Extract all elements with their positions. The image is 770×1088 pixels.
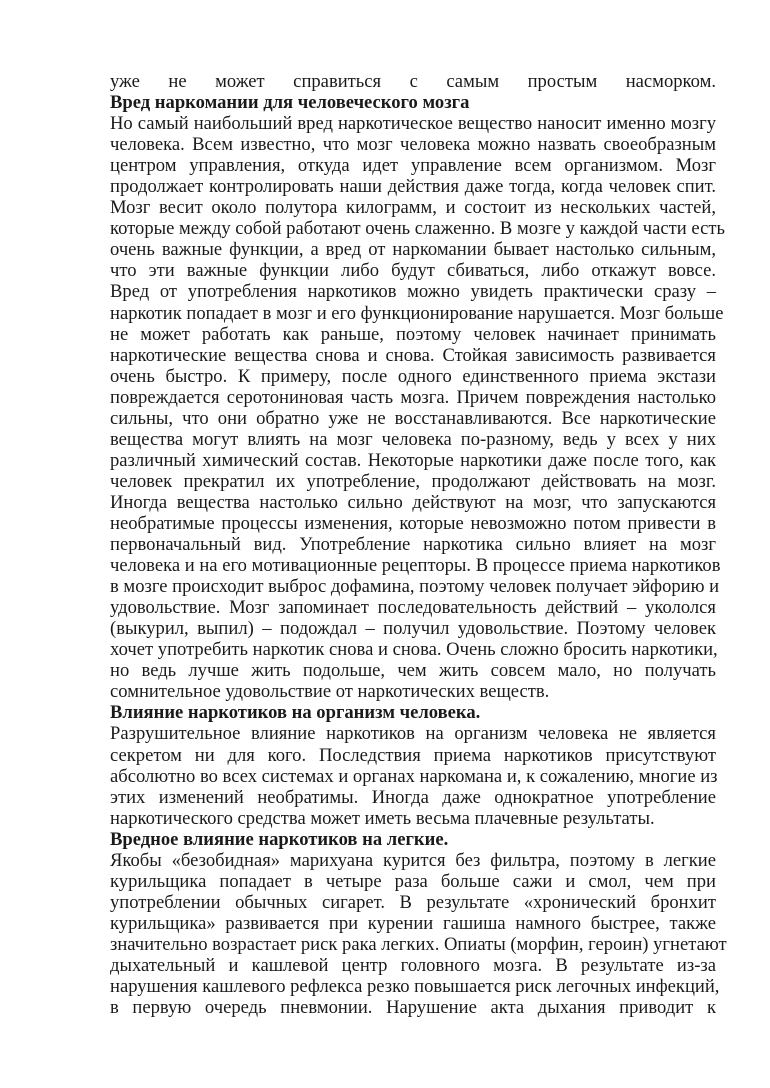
text-line: очень важные функции, а вред от наркомании бывает настолько сильным,	[110, 239, 716, 261]
text-line: что эти важные функции либо будут сбиваться, либо откажут вовсе.	[110, 260, 716, 282]
text-line: сильны, что они обратно уже не восстанавливаются. Все наркотические	[110, 407, 716, 429]
text-line: хочет употребить наркотик снова и снова. Очень сложно бросить наркотики,	[110, 639, 718, 661]
text-line: абсолютно во всех системах и органах наркомана и, к сожалению, многие из	[110, 765, 718, 787]
text-line: нарушения кашлевого рефлекса резко повышается риск легочных инфекций,	[110, 976, 720, 998]
text-line: очень быстро. К примеру, после одного единственного приема экстази	[110, 365, 716, 387]
text-line: сомнительное удовольствие от наркотических веществ.	[110, 681, 550, 703]
text-line: дыхательный и кашлевой центр головного мозга. В результате из-за	[110, 954, 716, 976]
text-line: Но самый наибольший вред наркотическое вещество наносит именно мозгу	[110, 113, 716, 135]
text-line: вещества могут влиять на мозг человека по-разному, ведь у всех у них	[110, 428, 716, 450]
text-line: значительно возрастает риск рака легких. Опиаты (морфин, героин) угнетают	[110, 933, 727, 955]
document-body-text	[110, 71, 727, 1019]
text-line: наркотические вещества снова и снова. Стойкая зависимость развивается	[110, 344, 716, 366]
text-line: не может работать как раньше, поэтому человек начинает принимать	[110, 323, 716, 345]
section-heading: Вред наркомании для человеческого мозга	[110, 92, 470, 114]
text-line: Иногда вещества настолько сильно действуют на мозг, что запускаются	[110, 491, 716, 513]
section-heading: Влияние наркотиков на организм человека.	[110, 702, 481, 724]
text-line: но ведь лучше жить подольше, чем жить совсем мало, но получать	[110, 660, 716, 682]
text-line: наркотического средства может иметь весьма плачевные результаты.	[110, 807, 655, 829]
text-line: Мозг весит около полутора килограмм, и состоит из нескольких частей,	[110, 197, 716, 219]
text-line: секретом ни для кого. Последствия приема наркотиков присутствуют	[110, 744, 716, 766]
text-line: человека. Всем известно, что мозг человека можно назвать своеобразным	[110, 134, 716, 156]
text-line: удовольствие. Мозг запоминает последовательность действий – укололся	[110, 597, 716, 619]
text-line: которые между собой работают очень слаженно. В мозге у каждой части есть	[110, 218, 725, 240]
text-line: различный химический состав. Некоторые наркотики даже после того, как	[110, 449, 716, 471]
text-line: продолжает контролировать наши действия даже тогда, когда человек спит.	[110, 176, 716, 198]
text-line: наркотик попадает в мозг и его функционирование нарушается. Мозг больше	[110, 302, 724, 324]
text-line: уже не может справиться с самым простым насморком.	[110, 71, 716, 92]
text-line: Якобы «безобидная» марихуана курится без фильтра, поэтому в легкие	[110, 849, 716, 871]
text-line: в первую очередь пневмонии. Нарушение акта дыхания приводит к	[110, 997, 716, 1019]
text-line: в мозге происходит выброс дофамина, поэтому человек получает эйфорию и	[110, 576, 720, 598]
text-line: курильщика» развивается при курении гашиша намного быстрее, также	[110, 912, 716, 934]
text-line: первоначальный вид. Употребление наркотика сильно влияет на мозг	[110, 534, 716, 556]
text-line: человека и на его мотивационные рецепторы. В процессе приема наркотиков	[110, 555, 721, 577]
text-line: этих изменений необратимы. Иногда даже однократное употребление	[110, 786, 716, 808]
section-heading: Вредное влияние наркотиков на легкие.	[110, 828, 449, 850]
text-line: курильщика попадает в четыре раза больше сажи и смол, чем при	[110, 870, 716, 892]
text-line: необратимые процессы изменения, которые невозможно потом привести в	[110, 512, 716, 534]
text-line: человек прекратил их употребление, продолжают действовать на мозг.	[110, 470, 716, 492]
text-line: центром управления, откуда идет управление всем организмом. Мозг	[110, 155, 716, 177]
text-line: Разрушительное влияние наркотиков на организм человека не является	[110, 723, 716, 745]
text-line: употреблении обычных сигарет. В результате «хронический бронхит	[110, 891, 716, 913]
text-line: повреждается серотониновая часть мозга. Причем повреждения настолько	[110, 386, 716, 408]
text-line: Вред от употребления наркотиков можно увидеть практически сразу –	[110, 281, 716, 303]
text-line: (выкурил, выпил) – подождал – получил удовольствие. Поэтому человек	[110, 618, 716, 640]
